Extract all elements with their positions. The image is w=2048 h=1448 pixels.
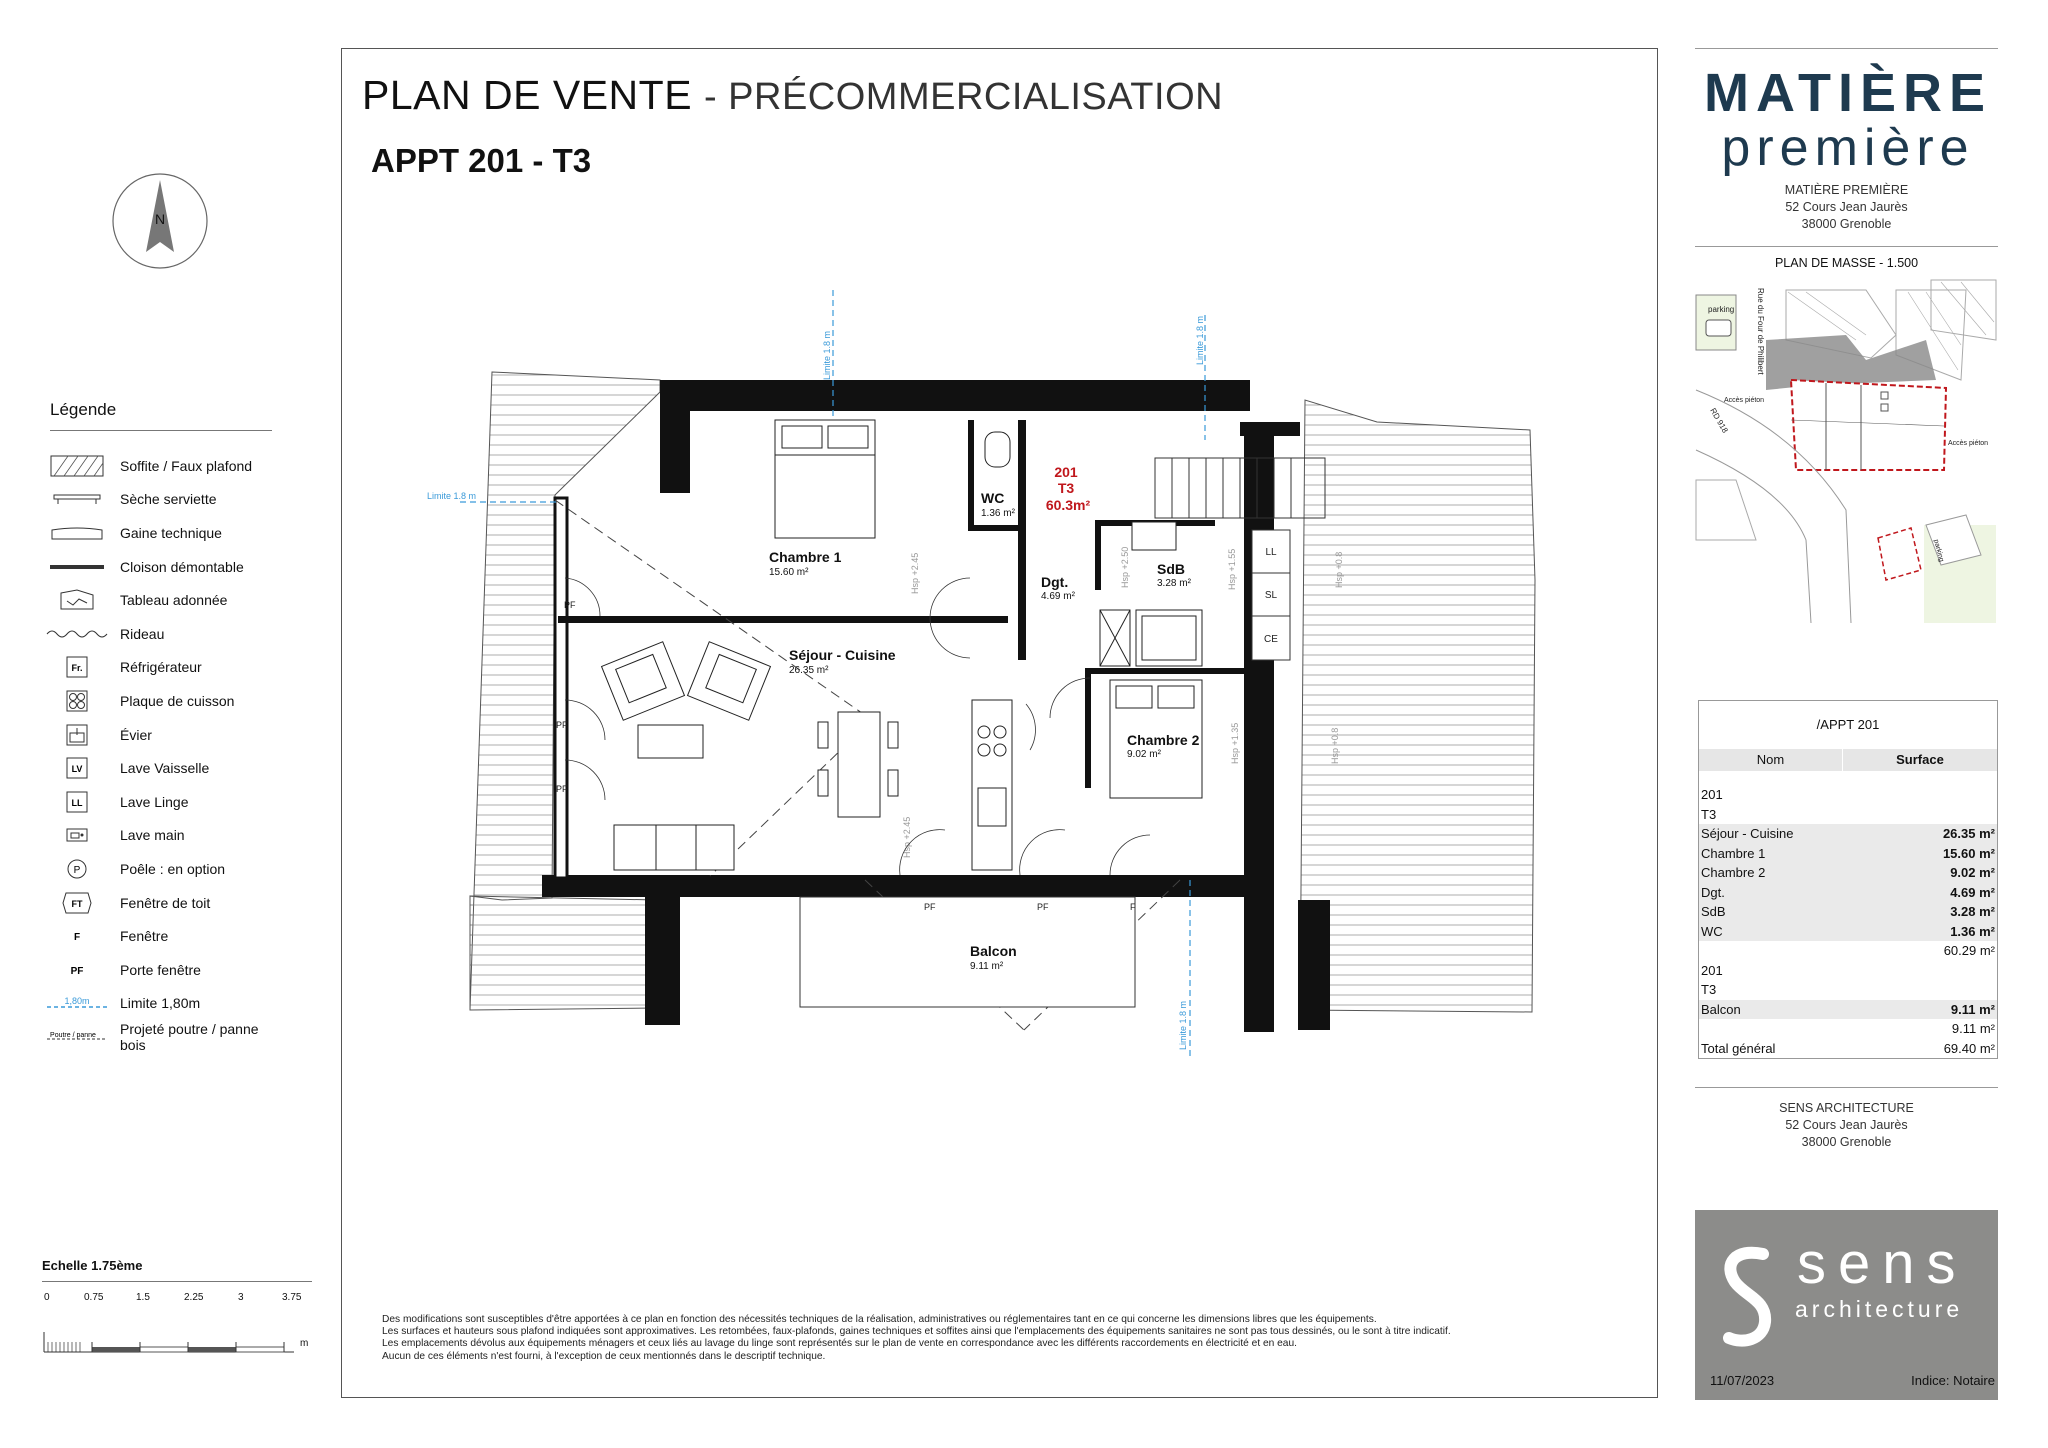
- svg-text:P: P: [73, 864, 81, 876]
- table-row: Chambre 2 9.02 m²: [1699, 863, 1997, 883]
- architect-city: 38000 Grenoble: [1801, 1135, 1892, 1149]
- room-area: 1.36 m²: [981, 508, 1015, 519]
- height-label: Hsp +1.35: [1230, 722, 1240, 764]
- fridge-icon: [50, 654, 104, 680]
- scale-bar: [42, 1258, 312, 1349]
- legend-label: Plaque de cuisson: [120, 692, 235, 709]
- legend-item-cloison: [50, 550, 272, 584]
- client-street: 52 Cours Jean Jaurès: [1785, 200, 1908, 214]
- scale-tick: 3.75: [282, 1292, 302, 1303]
- table-row: T3: [1701, 806, 1717, 822]
- limit-label: Limite 1.8 m: [1178, 1000, 1188, 1050]
- opening-label: F: [1130, 902, 1136, 912]
- bed-chambre-1: [775, 420, 875, 538]
- room-area: 9.02 m²: [1127, 749, 1161, 760]
- legend-label: Fenêtre: [120, 928, 169, 945]
- height-label: Hsp +2.45: [902, 816, 912, 858]
- client-address: [1695, 182, 1998, 233]
- room-name: Balcon: [970, 943, 1017, 959]
- legend-label: Réfrigérateur: [120, 659, 202, 676]
- title-sub: - PRÉCOMMERCIALISATION: [703, 76, 1224, 118]
- architect-logo: [1695, 1210, 1998, 1400]
- disclaimer-line: Aucun de ces éléments n'est fourni, à l'exception de ceux mentionnés dans le descriptif technique.: [382, 1350, 826, 1362]
- masse-label: Accès piéton: [1724, 397, 1765, 404]
- balcony: [800, 897, 1135, 1007]
- dishwasher-icon: [50, 755, 104, 781]
- washing-machine-icon: [50, 789, 104, 815]
- table-row: Chambre 1 15.60 m²: [1699, 844, 1997, 864]
- sens-s-mark-icon: [1715, 1244, 1785, 1354]
- legend-item-limite: [50, 987, 272, 1021]
- electrical-panel-icon: [50, 587, 104, 613]
- scale-tick: 0: [44, 1292, 50, 1303]
- height-label: Hsp +2.50: [1120, 546, 1130, 588]
- legend-label: Poêle : en option: [120, 860, 226, 877]
- apartment-type: T3: [1057, 480, 1075, 496]
- cupboard-ce: CE: [1264, 634, 1278, 645]
- logo-sub: architecture: [1795, 1296, 1964, 1322]
- svg-text:FT: FT: [71, 898, 83, 909]
- disclaimer-line: Les emplacements dévolus aux équipements ménagers et ceux liés au lavage du linge sont représentés sur le plan de vente en correspondance avec les différents raccordements en électricité et en eau.: [382, 1338, 1297, 1350]
- legend-item-refrigerateur: [50, 651, 272, 685]
- scale-ticks: [42, 1292, 312, 1306]
- room-name: SdB: [1157, 561, 1185, 577]
- room-area: 3.28 m²: [1157, 578, 1191, 589]
- room-area: 15.60 m²: [769, 567, 809, 578]
- room-area: 4.69 m²: [1041, 591, 1075, 602]
- scale-tick: 3: [238, 1292, 244, 1303]
- table-row: 201: [1701, 962, 1723, 978]
- limit-label: Limite 1.8 m: [822, 330, 832, 380]
- masse-label: parking: [1932, 538, 1945, 563]
- height-label: Hsp +1.55: [1227, 548, 1237, 590]
- table-row: WC 1.36 m²: [1699, 922, 1997, 942]
- architect-street: 52 Cours Jean Jaurès: [1785, 1118, 1908, 1132]
- apartment-tag: [1046, 464, 1091, 513]
- surface-caption: /APPT 201: [1816, 717, 1880, 732]
- apartment-area: 60.3m²: [1045, 497, 1091, 513]
- legend-label: Évier: [120, 726, 152, 743]
- legend-item-evier: [50, 718, 272, 752]
- room-area: 9.11 m²: [970, 961, 1004, 972]
- svg-text:Poutre / panne: Poutre / panne: [50, 1031, 96, 1039]
- room-name: WC: [981, 490, 1005, 506]
- floor-plan: [427, 280, 1560, 1080]
- legend-item-porte-fenetre: [50, 953, 272, 987]
- surface-table: [1698, 700, 1998, 1059]
- table-row: 201: [1701, 787, 1723, 802]
- legend-label: Porte fenêtre: [120, 961, 201, 978]
- site-plan-title: PLAN DE MASSE - 1.500: [1774, 256, 1919, 270]
- legend: [50, 400, 272, 1054]
- scale-title: Echelle 1.75ème: [42, 1258, 143, 1273]
- legend-item-fenetre: [50, 919, 272, 953]
- disclaimer-line: Des modifications sont susceptibles d'être apportées à ce plan en fonction des nécessités techniques de la réalisation, administratives ou réglementaires tant en ce qui concerne les dimensions libres que les équipements.: [382, 1314, 1377, 1325]
- opening-label: PF: [564, 600, 576, 610]
- cupboard-ll: LL: [1265, 547, 1277, 558]
- disclaimer: [382, 1314, 1522, 1363]
- technical-duct-icon: [50, 520, 104, 546]
- opening-label: PF: [556, 784, 568, 794]
- stairs: [1155, 458, 1325, 518]
- page-title: [362, 72, 1223, 119]
- table-row-subtotal: 60.29 m²: [1943, 943, 1995, 958]
- limit-label: Limite 1.8 m: [427, 491, 477, 501]
- kitchen-unit: [972, 700, 1012, 870]
- curtain-icon: [50, 621, 104, 647]
- legend-item-lave-vaisselle: [50, 751, 272, 785]
- legend-label: Gaine technique: [120, 524, 222, 541]
- legend-item-seche-serviette: [50, 483, 272, 517]
- cupboards: [1252, 530, 1290, 660]
- architect-name: SENS ARCHITECTURE: [1779, 1101, 1914, 1115]
- legend-item-rideau: [50, 617, 272, 651]
- stove-icon: [50, 856, 104, 882]
- height-limit-icon: [50, 990, 104, 1016]
- roof-hatch-right: [1300, 400, 1535, 1012]
- living-furniture: [602, 642, 898, 870]
- legend-label: Limite 1,80m: [120, 995, 201, 1012]
- window-icon: [50, 923, 104, 949]
- apartment-code: 201: [1054, 464, 1078, 480]
- legend-item-tableau: [50, 583, 272, 617]
- masse-label: Accès piéton: [1948, 440, 1989, 447]
- table-row: Séjour - Cuisine 26.35 m²: [1699, 824, 1997, 844]
- hatched-rectangle-icon: [50, 453, 104, 479]
- towel-dryer-icon: [50, 486, 104, 512]
- table-row-subtotal: 9.11 m²: [1951, 1021, 1995, 1036]
- room-area: 26.35 m²: [789, 665, 829, 676]
- room-name: Chambre 2: [1127, 732, 1200, 748]
- opening-label: PF: [556, 720, 568, 730]
- svg-text:PF: PF: [70, 965, 84, 977]
- apartment-title: APPT 201 - T3: [371, 142, 592, 179]
- client-city: 38000 Grenoble: [1801, 217, 1892, 231]
- col-name: Nom: [1699, 749, 1843, 771]
- legend-label: Sèche serviette: [120, 491, 217, 508]
- opening-label: PF: [924, 902, 936, 912]
- legend-label: Lave Vaisselle: [120, 760, 210, 777]
- svg-text:Fr.: Fr.: [71, 663, 83, 674]
- legend-title: Légende: [50, 400, 117, 419]
- room-name: Chambre 1: [769, 549, 842, 565]
- table-row-total: Total général 69.40 m²: [1701, 1040, 1995, 1056]
- legend-label: Tableau adonnée: [120, 592, 228, 609]
- legend-label: Cloison démontable: [120, 558, 244, 575]
- legend-label: Fenêtre de toit: [120, 894, 211, 911]
- scale-graphic: [44, 1322, 304, 1362]
- legend-item-lave-linge: [50, 785, 272, 819]
- french-window-icon: [50, 957, 104, 983]
- scale-tick: 1.5: [136, 1292, 150, 1303]
- site-plan: [1696, 280, 1996, 623]
- opening-label: PF: [1037, 902, 1049, 912]
- legend-label: Projeté poutre / panne bois: [120, 1020, 259, 1053]
- architect-address: [1695, 1100, 1998, 1151]
- cooktop-icon: [50, 688, 104, 714]
- table-row: Balcon 9.11 m²: [1699, 1000, 1997, 1020]
- disclaimer-line: Les surfaces et hauteurs sous plafond indiquées sont approximatives. Les retombées, faux-plafonds, gaines techniques et soffites ainsi que l'emplacements des équipements sanitaires ne sont pas tous dessinés, ou le sont à titre indicatif.: [382, 1326, 1451, 1338]
- legend-item-plaque: [50, 684, 272, 718]
- height-label: Hsp +0.8: [1334, 551, 1344, 588]
- limit-label: Limite 1.8 m: [1195, 315, 1205, 365]
- legend-item-poele: [50, 852, 272, 886]
- document-indice: Indice: Notaire: [1911, 1373, 1995, 1388]
- brand-logo: [1698, 63, 1998, 177]
- room-name: Dgt.: [1041, 574, 1069, 590]
- surface-header: [1699, 749, 1997, 771]
- north-label: N: [154, 211, 166, 227]
- svg-text:LL: LL: [71, 797, 83, 808]
- cupboard-sl: SL: [1264, 590, 1278, 601]
- height-label: Hsp +2.45: [910, 552, 920, 594]
- legend-item-soffite: [50, 449, 272, 483]
- svg-text:LV: LV: [71, 764, 83, 775]
- col-surface: Surface: [1896, 752, 1944, 767]
- legend-item-gaine: [50, 516, 272, 550]
- svg-text:1,80m: 1,80m: [64, 996, 90, 1007]
- roof-window-icon: [50, 890, 104, 916]
- legend-label: Lave main: [120, 827, 185, 844]
- table-row: SdB 3.28 m²: [1699, 902, 1997, 922]
- brand-line2: première: [1721, 119, 1975, 177]
- bathroom-fixtures: [985, 432, 1202, 666]
- masse-label: parking: [1708, 305, 1735, 314]
- removable-partition-icon: [50, 554, 104, 580]
- legend-item-fenetre-toit: [50, 886, 272, 920]
- title-main: PLAN DE VENTE: [362, 72, 693, 118]
- scale-tick: 2.25: [184, 1292, 204, 1303]
- masse-label: RD 918: [1708, 406, 1730, 435]
- logo-word: sens: [1797, 1231, 1968, 1296]
- north-arrow: [111, 172, 209, 270]
- legend-label: Lave Linge: [120, 793, 189, 810]
- document-date: 11/07/2023: [1710, 1373, 1775, 1388]
- client-name: MATIÈRE PREMIÈRE: [1784, 183, 1909, 197]
- hand-basin-icon: [50, 822, 104, 848]
- svg-text:F: F: [73, 932, 81, 944]
- room-name: Séjour - Cuisine: [789, 647, 896, 663]
- height-label: Hsp +0.8: [1330, 727, 1340, 764]
- legend-item-poutre: [50, 1020, 272, 1054]
- table-row: T3: [1701, 982, 1717, 997]
- scale-tick: 0.75: [84, 1292, 104, 1303]
- sink-icon: [50, 722, 104, 748]
- legend-label: Soffite / Faux plafond: [120, 457, 253, 474]
- legend-item-lave-main: [50, 819, 272, 853]
- beam-projection-icon: [50, 1024, 104, 1050]
- brand-line1: MATIÈRE: [1704, 63, 1992, 123]
- table-row: Dgt. 4.69 m²: [1699, 883, 1997, 903]
- masse-label: Rue du Four de Philibert: [1756, 288, 1765, 375]
- legend-label: Rideau: [120, 625, 165, 642]
- scale-unit: m: [300, 1338, 309, 1349]
